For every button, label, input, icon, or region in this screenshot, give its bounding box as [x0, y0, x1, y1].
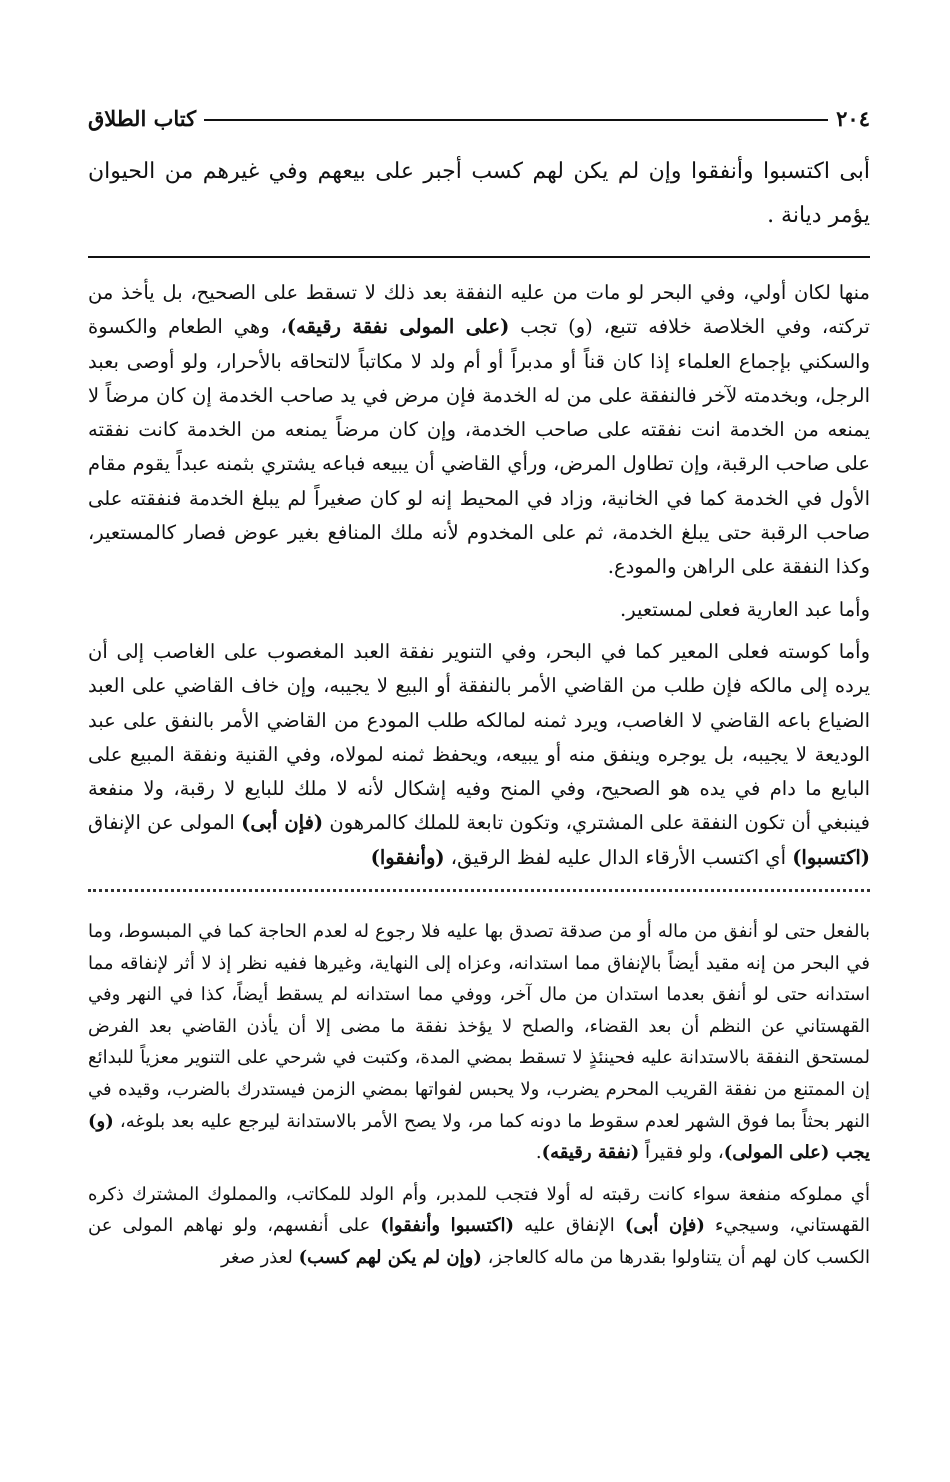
dotted-separator: [88, 889, 870, 892]
quoted-matn: (و) يجب (على المولى): [88, 1110, 870, 1164]
quoted-matn: (فإن أبى): [241, 811, 324, 835]
page-header: [88, 100, 870, 136]
book-page: [88, 100, 870, 1274]
hashiya-text: [88, 916, 870, 1274]
page-number: ٢٠٤: [836, 105, 870, 131]
hashiya-paragraph-2: [88, 1179, 870, 1274]
sharh-text: [88, 276, 870, 875]
hashiya-paragraph-1: [88, 916, 870, 1169]
sharh-text-span: أي اكتسب الأرقاء الدال عليه لفظ الرقيق،: [444, 845, 793, 869]
matn-separator: [88, 256, 870, 258]
quoted-matn: (على المولى نفقة رقيقه): [286, 315, 510, 339]
header-rule: [204, 119, 828, 121]
sharh-text-span: وأما كوسته فعلى المعير كما في البحر، وفي التنوير نفقة العبد المغصوب على الغاصب إلى أن يرده إلى مالكه فإن طلب من القاضي الأمر بالنفقة أو البيع لا يجيبه، وإن خاف القاضي على العبد الضياع باعه القاضي لا الغاصب، ويرد ثمنه لمالكه طلب المودع من القاضي الأمر بالنفق على عبد الوديعة لا يجيبه، بل يوجره وينفق منه أو يبيعه، ويحفظ ثمنه لمولاه، وفي القنية ونفقة المبيع على البايع ما دام في يده هو الصحيح، وفي المنح وفيه إشكال لأنه لا ملك للبايع لا رقبة، ولا منفعة فينبغي أن تكون النفقة على المشتري، وتكون تابعة للملك كالمرهون: [88, 639, 870, 835]
sharh-paragraph-2: وأما عبد العارية فعلى لمستعير.: [620, 597, 870, 621]
matn-paragraph: أبى اكتسبوا وأنفقوا وإن لم يكن لهم كسب أجبر على بيعهم وفي غيرهم من الحيوان يؤمر ديانة .: [88, 159, 870, 228]
quoted-matn: (اكتسبوا وأنفقوا): [380, 1215, 514, 1237]
hashiya-text-span: أي مملوكه منفعة سواء كانت رقبته له أولا فتجب للمدبر، وأم الولد للمكاتب، والمملوك المشترك ذكره القهستاني، وسيجيء: [88, 1183, 871, 1237]
sharh-text-span: ، وهي الطعام والكسوة والسكني بإجماع العلماء إذا كان قناً أو مدبراً أو أم ولد لا مكاتباً لالتحاقه بالأحرار، ولو أوصى بعبد الرجل، وبخدمته لآخر فالنفقة على من له الخدمة فإن مرض في يد صاحب الخدمة إن كان مرضاً لا يمنعه من الخدمة انت نفقته على صاحب الخدمة، وإن كان مرضاً يمنعه من الخدمة كانت نفقته على صاحب الرقبة، وإن تطاول المرض، ورأي القاضي أن يبيعه فباعه يشتري بثمنه عبداً يقوم مقام الأول في الخدمة كما في الخانية، وزاد في المحيط إنه لو كان صغيراً لم يبلغ الخدمة فنفقته على صاحب الرقبة حتى يبلغ الخدمة، ثم على المخدوم لأنه ملك المنافع بغير عوض فصار كالمستعير، وكذا النفقة على الراهن والمودع.: [88, 315, 870, 579]
sharh-paragraph-3: [88, 635, 870, 875]
quoted-matn: (وأنفقوا): [370, 845, 445, 869]
hashiya-text-span: بالفعل حتى لو أنفق من ماله أو من صدقة تصدق بها عليه فلا رجوع له لعدم الحاجة كما في المبسوط، وما في البحر من إنه مقيد أيضاً بالإنفاق مما استدانه، وعزاه إلى النهاية، وغيرها ففيه نظر إذ لا أثر لإنفاقه مما استدانه حتى لو أنفق بعدما استدان من مال آخر، ووفي مما استدانه لم يسقط أيضاً، كذا في النهر وفي القهستاني عن النظم أن بعد القضاء، والصلح لا يؤخذ نفقة ما مضى إلا أن يأذن القاضي بعد الفرض لمستحق النفقة بالاستدانة عليه فحينئذٍ لا تسقط بمضي المدة، وكتبت في شرحي على التنوير معزياً للبدائع إن الممتنع من نفقة القريب المحرم يضرب، ولا يحبس لفواتها بمضي الزمن فيستدرك بالضرب، وقيده في النهر بحثاً بما فوق الشهر لعدم سقوط ما دونه كما مر، ولا يصح الأمر بالاستدانة ليرجع عليه بعد بلوغه،: [88, 921, 870, 1132]
sharh-paragraph-1: [88, 276, 870, 585]
hashiya-text-span: لعذر صغر: [220, 1246, 299, 1268]
matn-text: [88, 150, 870, 238]
quoted-matn: (فإن أبى): [624, 1215, 705, 1237]
sharh-text-span: منها لكان أولي، وفي البحر لو مات من عليه النفقة بعد ذلك لا تسقط على الصحيح، بل يأخذ من تركته، وفي الخلاصة خلافه تتبع، (و) تجب: [88, 281, 870, 339]
quoted-matn: (اكتسبوا): [792, 845, 870, 869]
hashiya-text-span: ، ولو فقيراً: [639, 1142, 724, 1164]
hashiya-text-span: الإنفاق عليه: [514, 1215, 625, 1237]
book-title: كتاب الطلاق: [88, 105, 197, 131]
hashiya-text-span: على أنفسهم، ولو نهاهم المولى عن الكسب كان لهم أن يتناولوا بقدرها من ماله كالعاجز،: [88, 1215, 870, 1268]
quoted-matn: (وإن لم يكن لهم كسب): [298, 1246, 482, 1268]
quoted-matn: (نفقة رقيقه): [541, 1142, 640, 1164]
sharh-text-span: المولى عن الإنفاق: [88, 811, 242, 835]
hashiya-text-span: .: [535, 1142, 542, 1164]
